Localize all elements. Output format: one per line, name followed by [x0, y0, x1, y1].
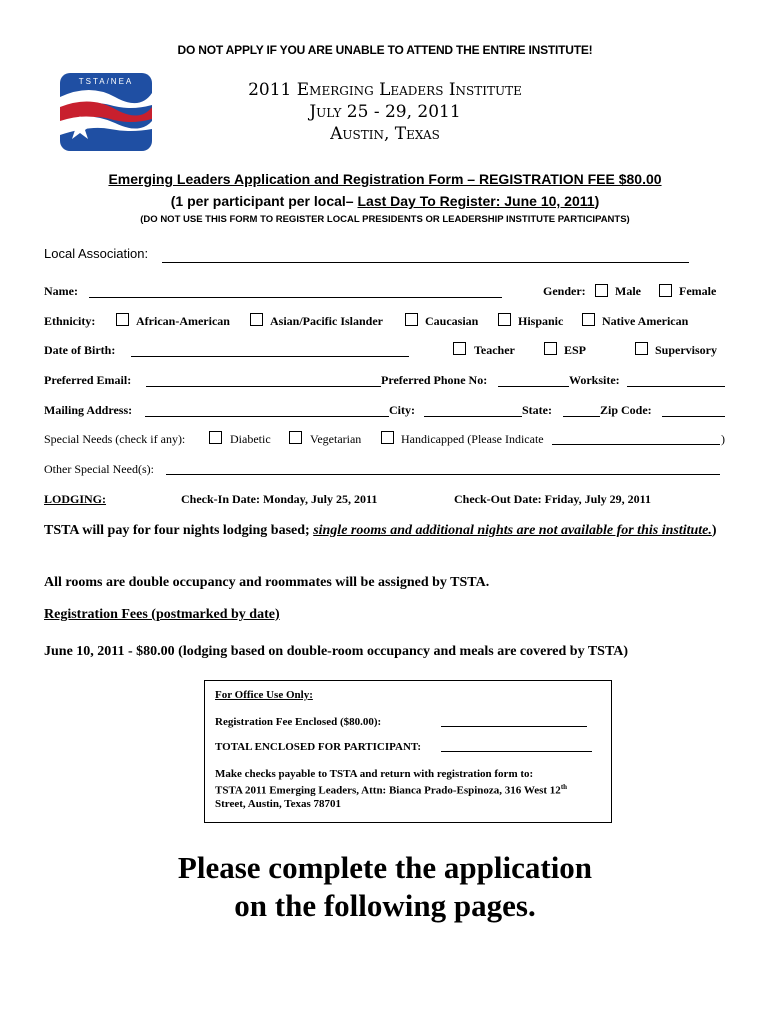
dob-label: Date of Birth:: [44, 343, 116, 357]
mailing-instructions-line-1: Make checks payable to TSTA and return with registration form to:: [215, 768, 534, 780]
footer-line-2: on the following pages.: [234, 888, 536, 923]
mailing-address-field[interactable]: [145, 416, 389, 417]
fees-heading: Registration Fees (postmarked by date): [44, 607, 280, 622]
name-label: Name:: [44, 284, 78, 298]
total-enclosed-field[interactable]: [441, 751, 592, 752]
fee-enclosed-label: Registration Fee Enclosed ($80.00):: [215, 716, 382, 728]
handicapped-close: ): [721, 432, 725, 446]
local-association-label: Local Association:: [44, 246, 149, 261]
other-needs-label: Other Special Need(s):: [44, 462, 154, 476]
native-american-label: Native American: [602, 314, 689, 328]
supervisory-label: Supervisory: [655, 343, 718, 357]
special-needs-label: Special Needs (check if any):: [44, 432, 186, 446]
mailing-instructions-line-2: TSTA 2011 Emerging Leaders, Attn: Bianca Prado-Espinoza, 316 West 12th: [215, 783, 568, 797]
mailing-instructions-line-3: Street, Austin, Texas 78701: [215, 797, 342, 810]
esp-checkbox[interactable]: [544, 342, 557, 355]
zip-label: Zip Code:: [600, 403, 652, 417]
lodging-note-emphasis: single rooms and additional nights are not available for this institute.: [313, 523, 712, 538]
gender-label: Gender:: [543, 284, 586, 298]
form-subheading-prefix: (1 per participant per local–: [170, 193, 358, 209]
fee-enclosed-field[interactable]: [441, 726, 587, 727]
female-checkbox[interactable]: [659, 284, 672, 297]
zip-field[interactable]: [662, 416, 725, 417]
dob-field[interactable]: [131, 356, 409, 357]
ethnicity-label: Ethnicity:: [44, 314, 96, 328]
top-warning: DO NOT APPLY IF YOU ARE UNABLE TO ATTEND THE ENTIRE INSTITUTE!: [177, 43, 593, 57]
male-checkbox[interactable]: [595, 284, 608, 297]
native-american-checkbox[interactable]: [582, 313, 595, 326]
total-enclosed-label: TOTAL ENCLOSED FOR PARTICIPANT:: [215, 741, 422, 753]
male-label: Male: [615, 284, 641, 298]
state-field[interactable]: [563, 416, 600, 417]
asian-pacific-label: Asian/Pacific Islander: [270, 314, 383, 328]
worksite-label: Worksite:: [569, 373, 620, 387]
worksite-field[interactable]: [627, 386, 725, 387]
hispanic-label: Hispanic: [518, 314, 564, 328]
office-use-heading: For Office Use Only:: [215, 689, 313, 701]
footer-line-1: Please complete the application: [177, 850, 593, 885]
lodging-note-close: ): [711, 523, 717, 538]
rooms-note: All rooms are double occupancy and roommates will be assigned by TSTA.: [44, 575, 490, 590]
deadline: Last Day To Register: June 10, 2011: [357, 193, 595, 209]
teacher-label: Teacher: [474, 343, 515, 357]
email-field[interactable]: [146, 386, 381, 387]
african-american-label: African-American: [136, 314, 230, 328]
page-title: [150, 79, 620, 145]
caucasian-checkbox[interactable]: [405, 313, 418, 326]
mailing-address-label: Mailing Address:: [44, 403, 133, 417]
handicapped-field[interactable]: [552, 444, 720, 445]
state-label: State:: [522, 403, 552, 417]
title-line-2: July 25 - 29, 2011: [309, 102, 461, 122]
form-heading: Emerging Leaders Application and Registration Form – REGISTRATION FEE $80.00: [108, 171, 662, 187]
esp-label: ESP: [564, 343, 587, 357]
lodging-label: LODGING:: [44, 492, 107, 506]
name-field[interactable]: [89, 297, 502, 298]
phone-field[interactable]: [498, 386, 569, 387]
supervisory-checkbox[interactable]: [635, 342, 648, 355]
lodging-note-text: TSTA will pay for four nights lodging based;: [44, 523, 314, 538]
form-subheading: [0, 193, 770, 209]
ordinal-suffix: th: [560, 783, 568, 791]
check-out-date: Check-Out Date: Friday, July 29, 2011: [454, 492, 651, 506]
hispanic-checkbox[interactable]: [498, 313, 511, 326]
handicapped-checkbox[interactable]: [381, 431, 394, 444]
tsta-logo: [60, 73, 152, 151]
city-label: City:: [389, 403, 415, 417]
fees-line: June 10, 2011 - $80.00 (lodging based on double-room occupancy and meals are covered by TSTA): [44, 644, 629, 659]
city-field[interactable]: [424, 416, 522, 417]
footer-message: [0, 849, 770, 925]
logo-text: TSTA/NEA: [78, 77, 134, 86]
other-needs-field[interactable]: [166, 474, 720, 475]
email-label: Preferred Email:: [44, 373, 132, 387]
vegetarian-label: Vegetarian: [310, 432, 362, 446]
local-association-field[interactable]: [162, 262, 689, 263]
form-subheading-suffix: ): [594, 193, 600, 209]
african-american-checkbox[interactable]: [116, 313, 129, 326]
mailing-instructions: [215, 768, 567, 811]
check-in-date: Check-In Date: Monday, July 25, 2011: [181, 492, 378, 506]
female-label: Female: [679, 284, 717, 298]
caucasian-label: Caucasian: [425, 314, 479, 328]
teacher-checkbox[interactable]: [453, 342, 466, 355]
diabetic-checkbox[interactable]: [209, 431, 222, 444]
handicapped-label: Handicapped (Please Indicate: [401, 432, 544, 446]
diabetic-label: Diabetic: [230, 432, 271, 446]
phone-label: Preferred Phone No:: [381, 373, 488, 387]
asian-pacific-checkbox[interactable]: [250, 313, 263, 326]
vegetarian-checkbox[interactable]: [289, 431, 302, 444]
title-line-1: 2011 Emerging Leaders Institute: [248, 80, 522, 100]
lodging-note: [44, 521, 734, 540]
title-line-3: Austin, Texas: [330, 124, 440, 144]
form-note: (DO NOT USE THIS FORM TO REGISTER LOCAL PRESIDENTS OR LEADERSHIP INSTITUTE PARTICIPANTS): [140, 214, 630, 225]
